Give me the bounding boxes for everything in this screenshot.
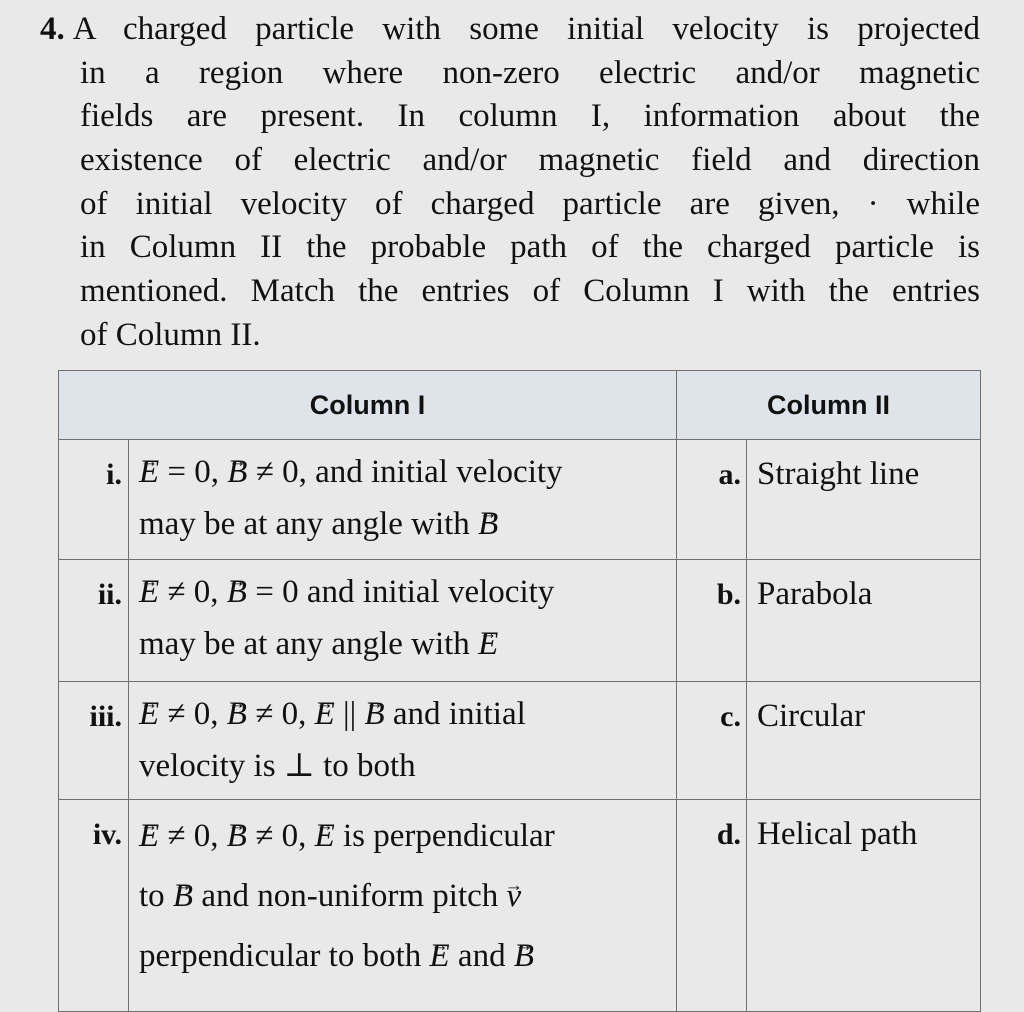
column-2-cell: Straight line — [747, 440, 981, 560]
column-1-header: Column I — [59, 371, 677, 440]
column-1-cell: → E ≠ 0, → B = 0 and initial velocity may be at any angle with → E — [129, 560, 677, 682]
column-2-cell: Parabola — [747, 560, 981, 682]
row-index: ii. — [59, 560, 129, 682]
question-line: fields are present. In column I, information about the — [80, 98, 980, 135]
row-letter: a. — [677, 440, 747, 560]
row-index: iv. — [59, 800, 129, 1012]
question-line: of Column II. — [80, 316, 261, 353]
column-1-cell: → E = 0, → B ≠ 0, and initial velocity may be at any angle with → B — [129, 440, 677, 560]
column-2-cell: Circular — [747, 682, 981, 800]
question-number: 4. — [40, 11, 65, 47]
row-index: iii. — [59, 682, 129, 800]
match-table — [58, 370, 981, 1012]
column-1-cell: → E ≠ 0, → B ≠ 0, → E is perpendicular to → B and non-uniform pitch → v perpendicular to both → E and → B — [129, 800, 677, 1012]
question-line: existence of electric and/or magnetic field and direction — [80, 142, 980, 179]
table-row — [59, 440, 981, 560]
question-line: in a region where non-zero electric and/or magnetic — [80, 54, 980, 91]
row-letter: b. — [677, 560, 747, 682]
table-header-row — [59, 371, 981, 440]
table-row — [59, 800, 981, 1012]
row-index: i. — [59, 440, 129, 560]
row-letter: d. — [677, 800, 747, 1012]
column-2-cell: Helical path — [747, 800, 981, 1012]
question-line: in Column II the probable path of the charged particle is — [80, 229, 980, 266]
column-1-cell: → E ≠ 0, → B ≠ 0, → E || → B and initial velocity is ⊥ to both — [129, 682, 677, 800]
question-line: 4. A charged particle with some initial velocity is projected — [40, 11, 980, 47]
question-line: of initial velocity of charged particle are given, · while — [80, 185, 980, 222]
table-row — [59, 560, 981, 682]
question-block — [40, 8, 980, 358]
column-2-header: Column II — [677, 371, 981, 440]
row-letter: c. — [677, 682, 747, 800]
table-row — [59, 682, 981, 800]
question-line: mentioned. Match the entries of Column I with the entries — [80, 273, 980, 310]
